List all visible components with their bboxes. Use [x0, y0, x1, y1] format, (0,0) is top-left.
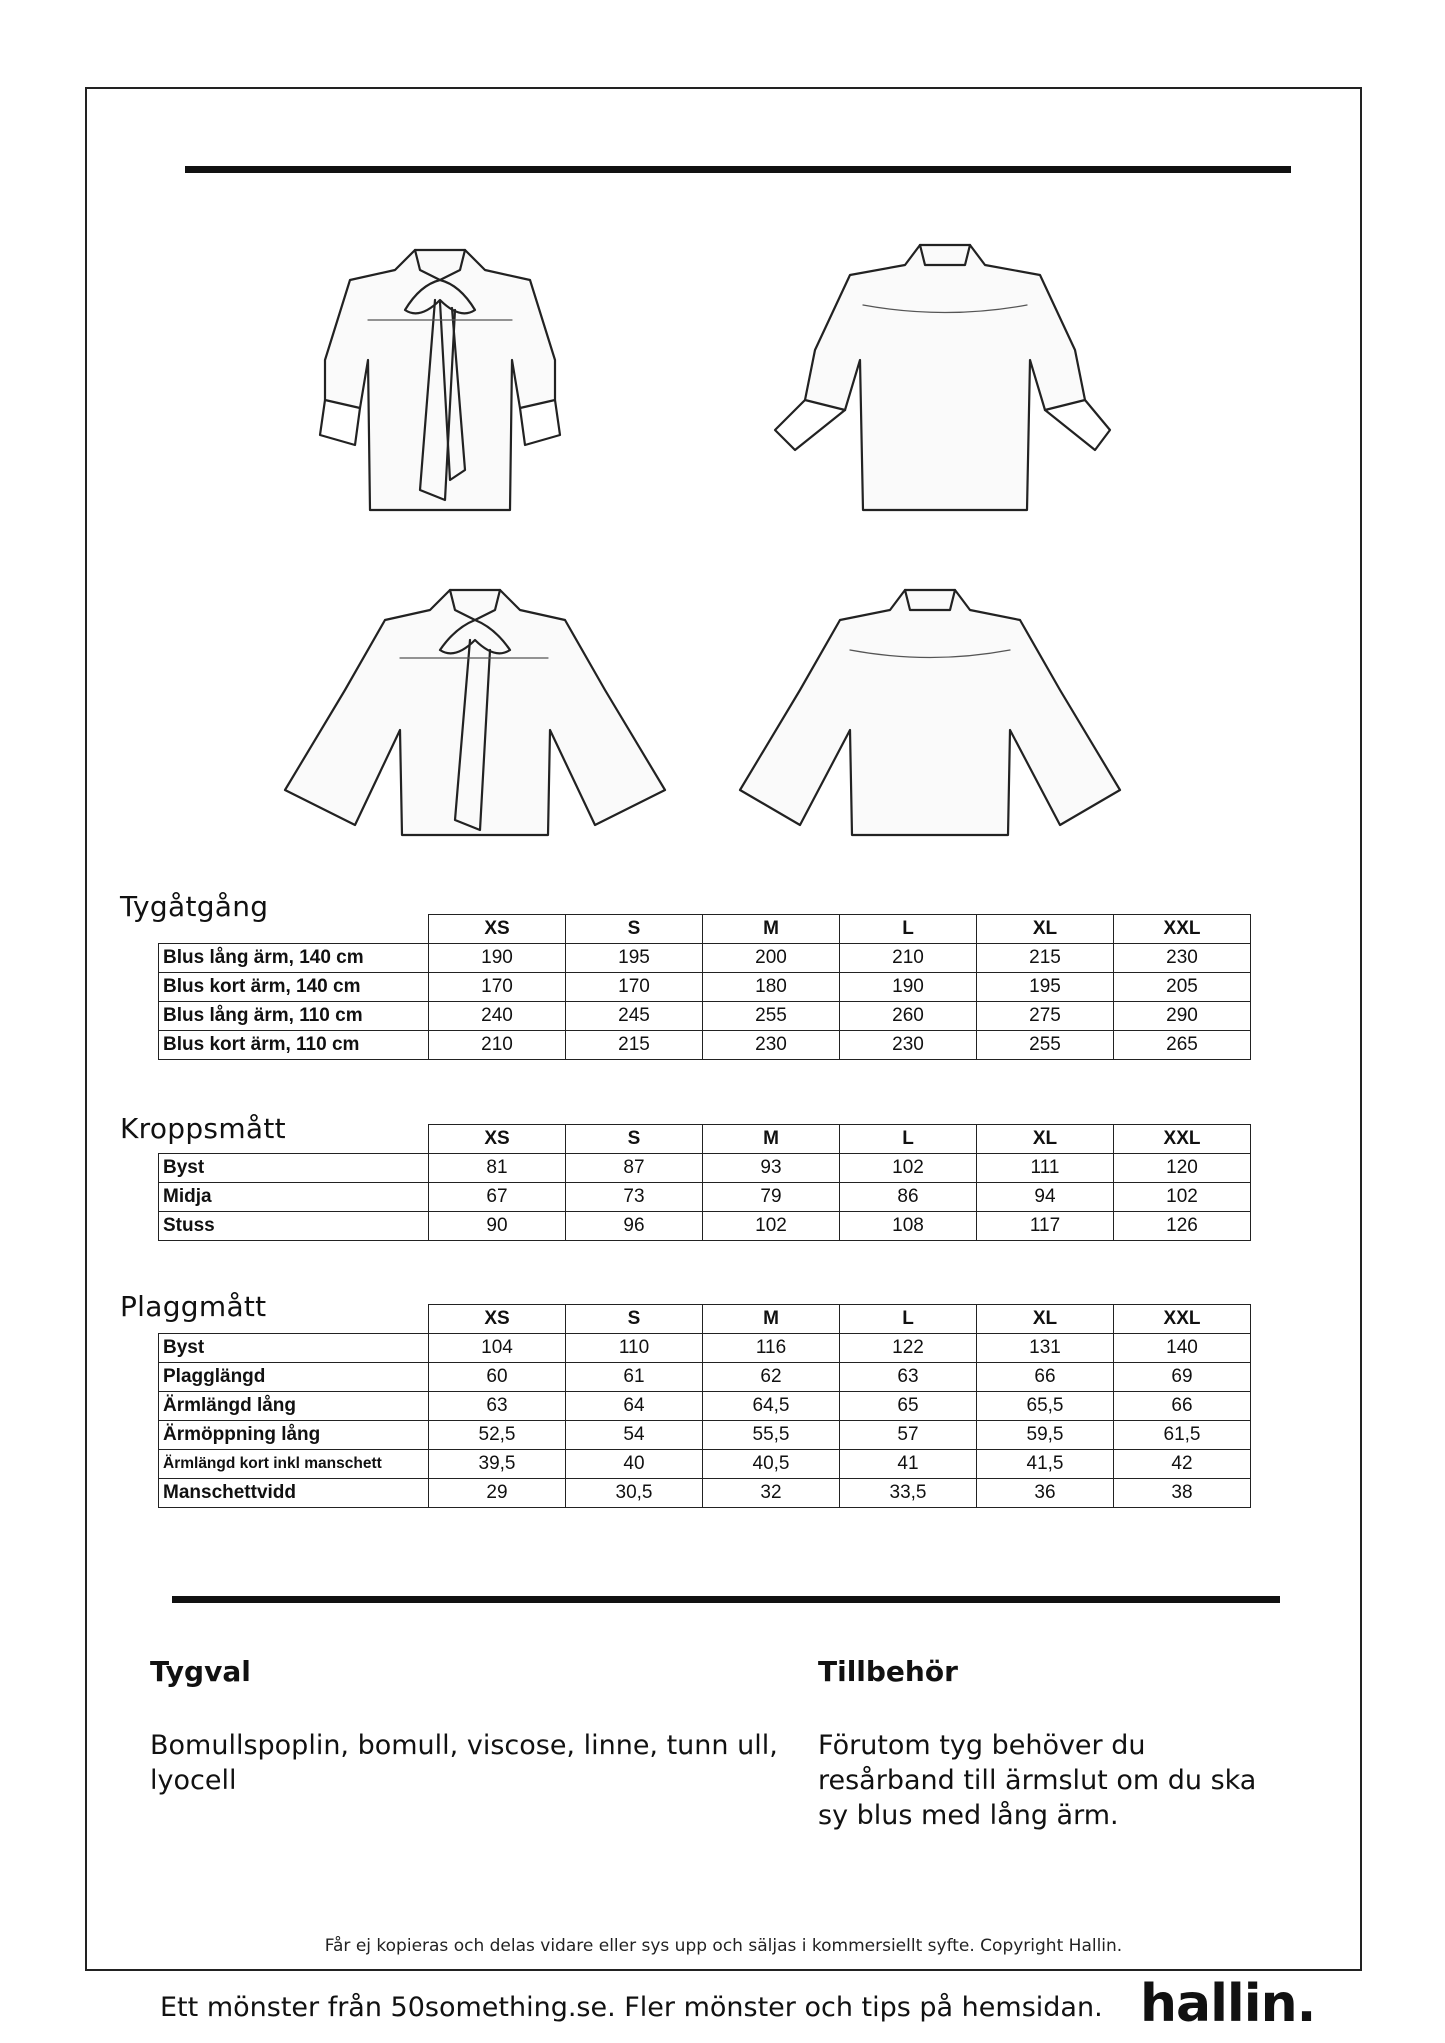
- hallin-logo: hallin.: [1140, 1974, 1316, 2034]
- row-label: Stuss: [159, 1212, 429, 1241]
- table-row: [159, 1212, 1251, 1241]
- size-header-s: S: [566, 1305, 703, 1334]
- row-label: Blus kort ärm, 140 cm: [159, 973, 429, 1002]
- size-header-l: L: [840, 1305, 977, 1334]
- row-label: Blus kort ärm, 110 cm: [159, 1031, 429, 1060]
- table-cell: 104: [429, 1334, 566, 1363]
- tillbehor-text: Förutom tyg behöver du resårband till ärmslut om du ska sy blus med lång ärm.: [818, 1730, 1257, 1831]
- size-header-xxl: XXL: [1114, 1125, 1251, 1154]
- table-cell: 102: [703, 1212, 840, 1241]
- row-label: Byst: [159, 1154, 429, 1183]
- table-cell: 81: [429, 1154, 566, 1183]
- row-label: Blus lång ärm, 110 cm: [159, 1002, 429, 1031]
- table-cell: 215: [566, 1031, 703, 1060]
- table-cell: 61,5: [1114, 1421, 1251, 1450]
- table-row: [159, 944, 1251, 973]
- table-cell: 39,5: [429, 1450, 566, 1479]
- empty-corner-cell: [159, 1305, 429, 1334]
- table-cell: 61: [566, 1363, 703, 1392]
- table-row: [159, 1334, 1251, 1363]
- table-cell: 255: [977, 1031, 1114, 1060]
- size-header-l: L: [840, 915, 977, 944]
- table-cell: 290: [1114, 1002, 1251, 1031]
- table-cell: 190: [429, 944, 566, 973]
- table-cell: 170: [566, 973, 703, 1002]
- table-cell: 40,5: [703, 1450, 840, 1479]
- blouse-short-sleeve-front-illustration: [300, 240, 580, 520]
- table-cell: 260: [840, 1002, 977, 1031]
- size-header-xxl: XXL: [1114, 915, 1251, 944]
- size-header-m: M: [703, 1305, 840, 1334]
- middle-divider: [172, 1596, 1280, 1603]
- size-header-xl: XL: [977, 1305, 1114, 1334]
- table-cell: 29: [429, 1479, 566, 1508]
- table-cell: 62: [703, 1363, 840, 1392]
- table-cell: 38: [1114, 1479, 1251, 1508]
- table-cell: 116: [703, 1334, 840, 1363]
- table-row: [159, 1479, 1251, 1508]
- table-cell: 265: [1114, 1031, 1251, 1060]
- empty-corner-cell: [159, 915, 429, 944]
- table-cell: 230: [703, 1031, 840, 1060]
- fabric-consumption-table: [158, 914, 1251, 1060]
- table-cell: 110: [566, 1334, 703, 1363]
- row-label: Blus lång ärm, 140 cm: [159, 944, 429, 973]
- table-row: [159, 1392, 1251, 1421]
- body-measurements-table: [158, 1124, 1251, 1241]
- table-cell: 64: [566, 1392, 703, 1421]
- table-cell: 126: [1114, 1212, 1251, 1241]
- table-cell: 210: [840, 944, 977, 973]
- size-header-xxl: XXL: [1114, 1305, 1251, 1334]
- table-cell: 170: [429, 973, 566, 1002]
- table-cell: 195: [566, 944, 703, 973]
- size-header-xs: XS: [429, 1125, 566, 1154]
- blouse-long-sleeve-front-illustration: [265, 580, 685, 850]
- table-cell: 230: [1114, 944, 1251, 973]
- size-header-xl: XL: [977, 915, 1114, 944]
- size-header-s: S: [566, 1125, 703, 1154]
- footer-text: Ett mönster från 50something.se. Fler mönster och tips på hemsidan.: [160, 1992, 1103, 2023]
- table-cell: 102: [1114, 1183, 1251, 1212]
- table-cell: 93: [703, 1154, 840, 1183]
- table-cell: 255: [703, 1002, 840, 1031]
- body-measurements-title: Kroppsmått: [120, 1112, 286, 1145]
- row-label: Manschettvidd: [159, 1479, 429, 1508]
- row-label: Plagglängd: [159, 1363, 429, 1392]
- table-cell: 210: [429, 1031, 566, 1060]
- table-cell: 57: [840, 1421, 977, 1450]
- table-row: [159, 973, 1251, 1002]
- size-header-s: S: [566, 915, 703, 944]
- size-header-xs: XS: [429, 1305, 566, 1334]
- table-cell: 200: [703, 944, 840, 973]
- tygval-heading: Tygval: [150, 1655, 251, 1688]
- blouse-short-sleeve-back-illustration: [755, 240, 1135, 520]
- garment-measurements-table: [158, 1304, 1251, 1508]
- table-cell: 69: [1114, 1363, 1251, 1392]
- table-cell: 42: [1114, 1450, 1251, 1479]
- table-cell: 131: [977, 1334, 1114, 1363]
- tygval-text: Bomullspoplin, bomull, viscose, linne, tunn ull, lyocell: [150, 1730, 778, 1796]
- table-cell: 230: [840, 1031, 977, 1060]
- size-header-l: L: [840, 1125, 977, 1154]
- fabric-consumption-title: Tygåtgång: [120, 890, 269, 923]
- table-cell: 52,5: [429, 1421, 566, 1450]
- row-label: Ärmlängd kort inkl manschett: [159, 1450, 429, 1479]
- table-row: [159, 1450, 1251, 1479]
- table-cell: 90: [429, 1212, 566, 1241]
- blouse-long-sleeve-back-illustration: [720, 580, 1140, 850]
- table-cell: 195: [977, 973, 1114, 1002]
- table-cell: 63: [429, 1392, 566, 1421]
- table-cell: 205: [1114, 973, 1251, 1002]
- table-cell: 122: [840, 1334, 977, 1363]
- tillbehor-heading: Tillbehör: [818, 1655, 958, 1688]
- table-cell: 40: [566, 1450, 703, 1479]
- table-cell: 245: [566, 1002, 703, 1031]
- table-cell: 73: [566, 1183, 703, 1212]
- table-header-row: [159, 1305, 1251, 1334]
- table-cell: 65: [840, 1392, 977, 1421]
- table-header-row: [159, 915, 1251, 944]
- table-cell: 55,5: [703, 1421, 840, 1450]
- table-cell: 96: [566, 1212, 703, 1241]
- table-cell: 54: [566, 1421, 703, 1450]
- table-cell: 215: [977, 944, 1114, 973]
- copyright-notice: Får ej kopieras och delas vidare eller sys upp och säljas i kommersiellt syfte. Copyright Hallin.: [324, 1936, 1123, 1956]
- table-cell: 36: [977, 1479, 1114, 1508]
- size-header-xl: XL: [977, 1125, 1114, 1154]
- table-cell: 180: [703, 973, 840, 1002]
- table-cell: 65,5: [977, 1392, 1114, 1421]
- table-cell: 240: [429, 1002, 566, 1031]
- row-label: Ärmöppning lång: [159, 1421, 429, 1450]
- top-divider: [185, 166, 1291, 173]
- row-label: Midja: [159, 1183, 429, 1212]
- table-cell: 79: [703, 1183, 840, 1212]
- table-cell: 66: [1114, 1392, 1251, 1421]
- table-cell: 63: [840, 1363, 977, 1392]
- table-row: [159, 1421, 1251, 1450]
- garment-measurements-title: Plaggmått: [120, 1290, 267, 1323]
- size-header-xs: XS: [429, 915, 566, 944]
- empty-corner-cell: [159, 1125, 429, 1154]
- table-cell: 86: [840, 1183, 977, 1212]
- table-cell: 41,5: [977, 1450, 1114, 1479]
- size-header-m: M: [703, 1125, 840, 1154]
- table-cell: 102: [840, 1154, 977, 1183]
- table-cell: 275: [977, 1002, 1114, 1031]
- table-cell: 108: [840, 1212, 977, 1241]
- table-row: [159, 1031, 1251, 1060]
- table-cell: 140: [1114, 1334, 1251, 1363]
- table-cell: 64,5: [703, 1392, 840, 1421]
- table-cell: 33,5: [840, 1479, 977, 1508]
- table-cell: 190: [840, 973, 977, 1002]
- table-cell: 32: [703, 1479, 840, 1508]
- table-row: [159, 1154, 1251, 1183]
- table-cell: 41: [840, 1450, 977, 1479]
- table-cell: 60: [429, 1363, 566, 1392]
- table-header-row: [159, 1125, 1251, 1154]
- row-label: Byst: [159, 1334, 429, 1363]
- table-row: [159, 1183, 1251, 1212]
- table-cell: 117: [977, 1212, 1114, 1241]
- table-cell: 66: [977, 1363, 1114, 1392]
- table-row: [159, 1363, 1251, 1392]
- size-header-m: M: [703, 915, 840, 944]
- table-row: [159, 1002, 1251, 1031]
- table-cell: 67: [429, 1183, 566, 1212]
- table-cell: 59,5: [977, 1421, 1114, 1450]
- table-cell: 87: [566, 1154, 703, 1183]
- table-cell: 120: [1114, 1154, 1251, 1183]
- table-cell: 30,5: [566, 1479, 703, 1508]
- table-cell: 94: [977, 1183, 1114, 1212]
- table-cell: 111: [977, 1154, 1114, 1183]
- row-label: Ärmlängd lång: [159, 1392, 429, 1421]
